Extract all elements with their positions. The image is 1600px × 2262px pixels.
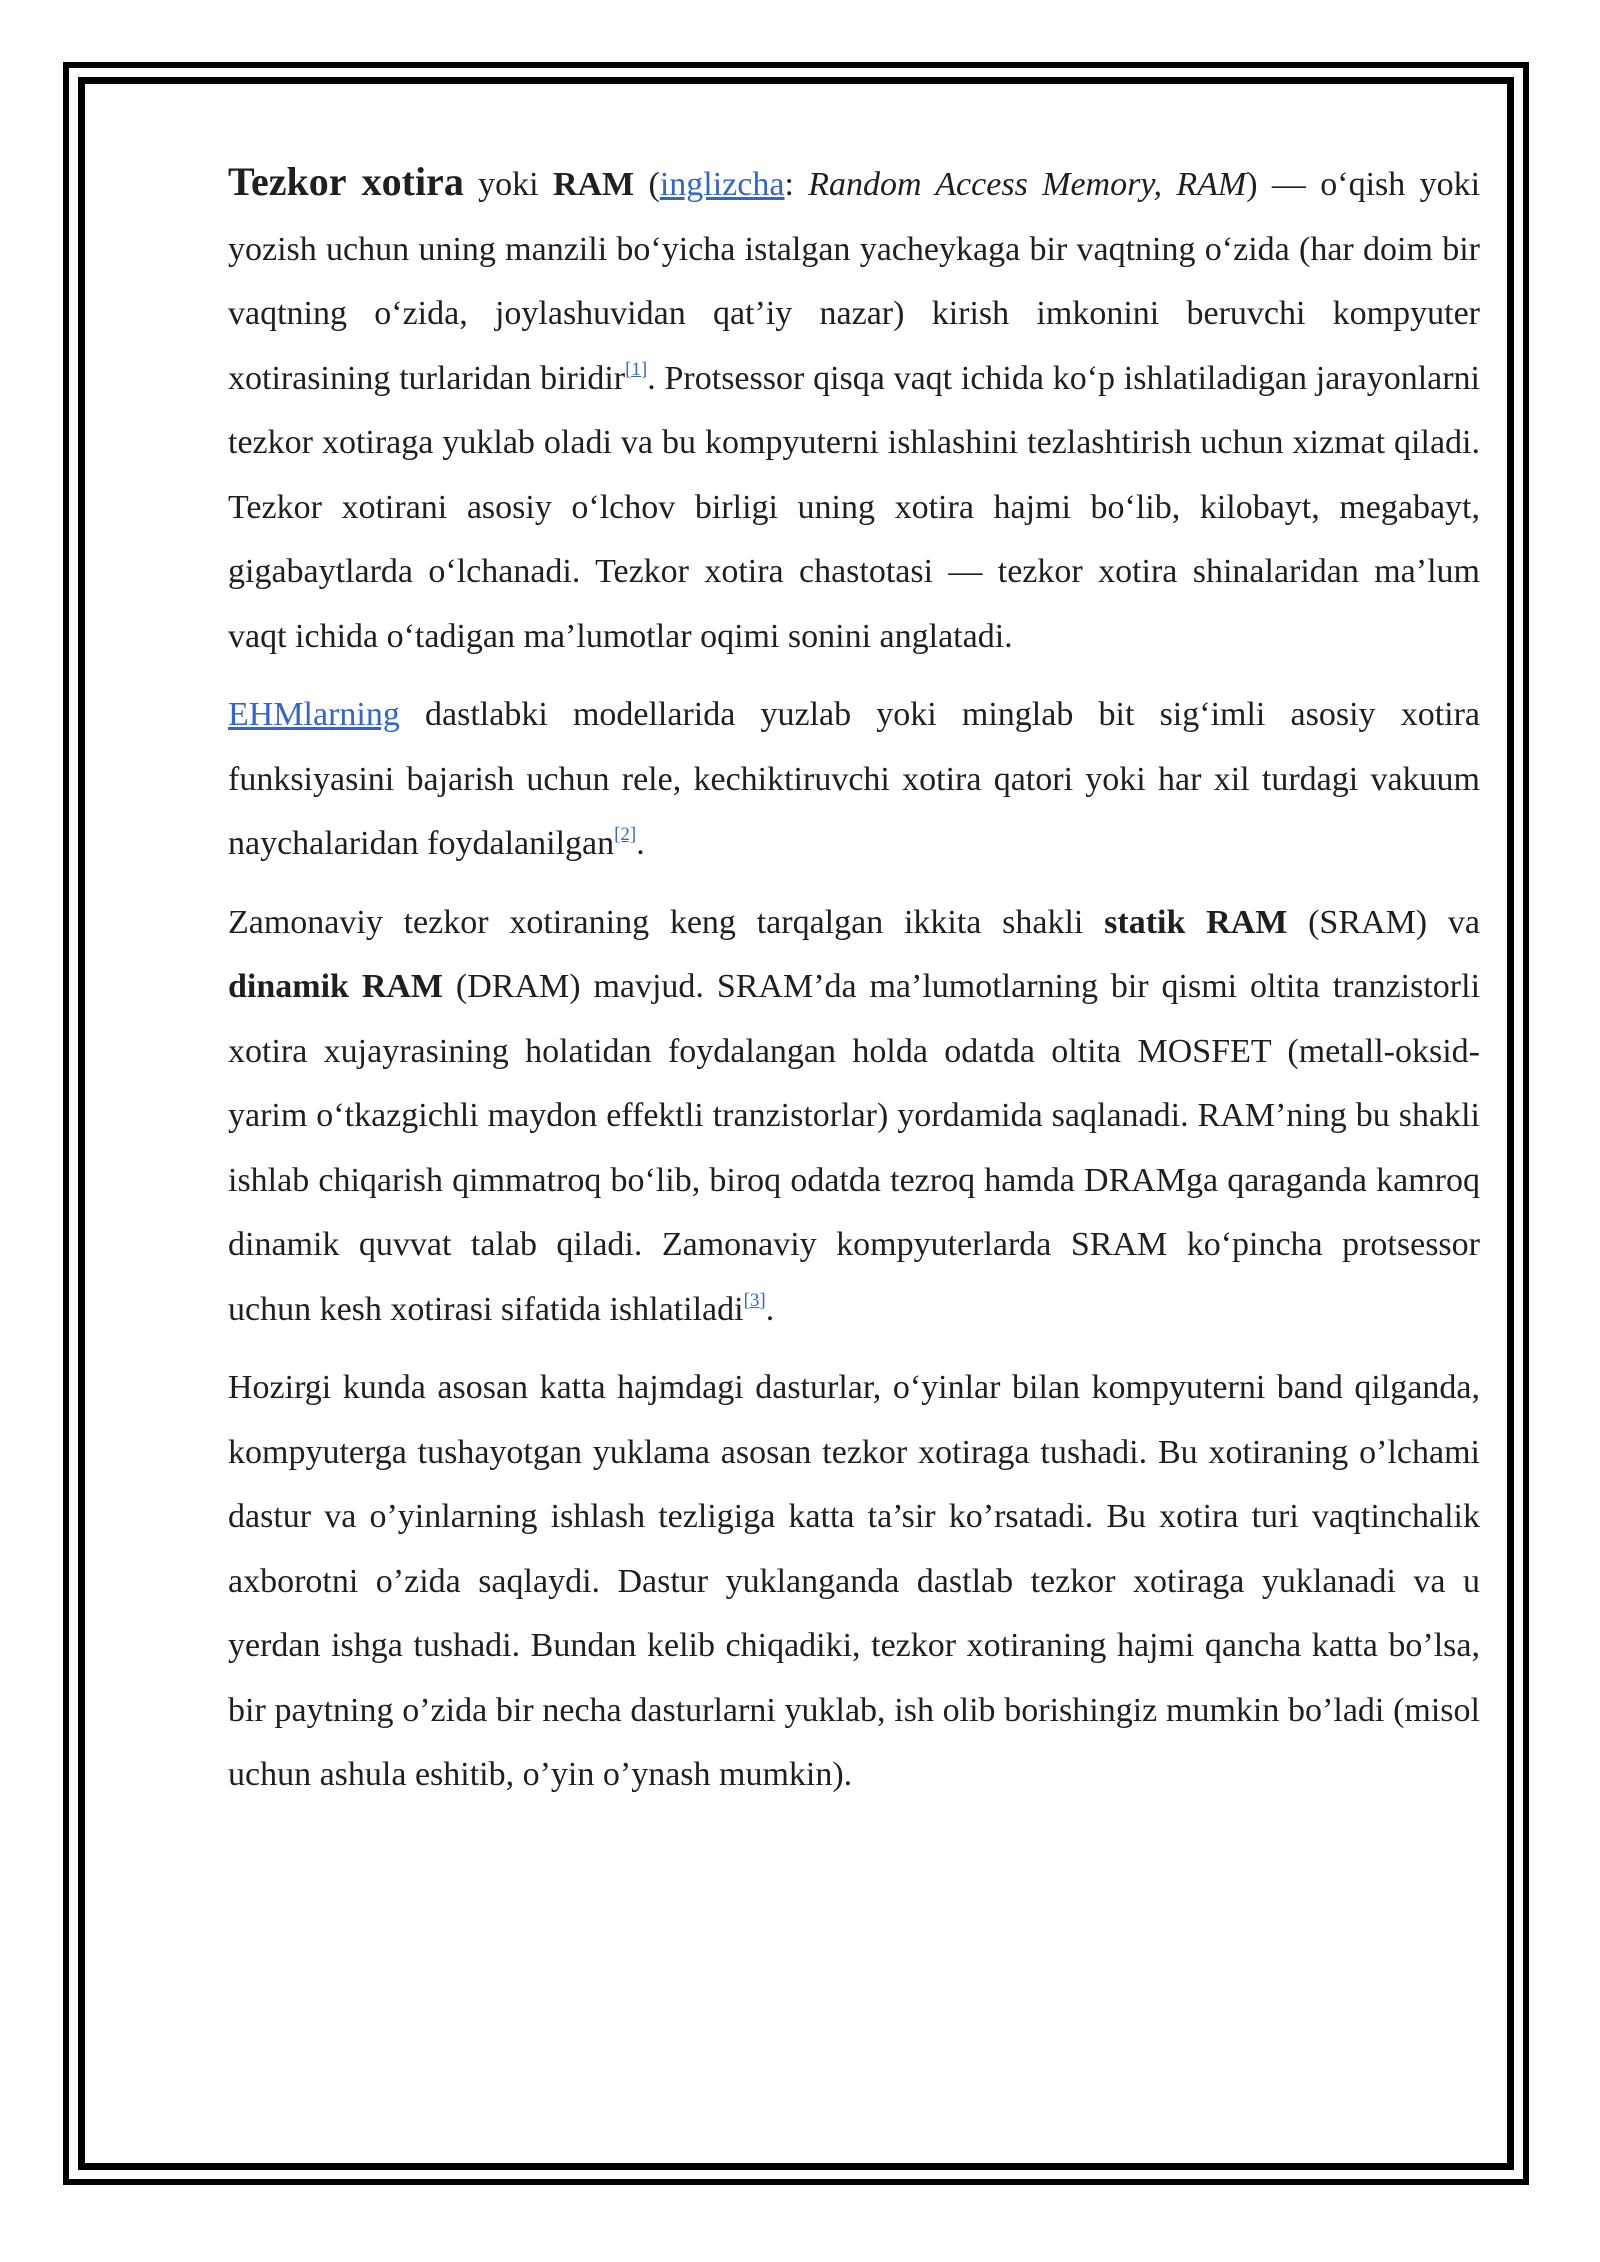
article-lead-term: Tezkor xotira (228, 159, 464, 204)
text-span: dastlabki modellarida yuzlab yoki minglab bit sig‘imli asosiy xotira funksiyasini bajarish uchun rele, kechiktiruvchi xotira qatori yoki har xil turdagi vakuum naychalaridan foydalanilgan (228, 696, 1480, 862)
paragraph-intro (228, 150, 1480, 669)
text-span: (SRAM) va (1287, 903, 1480, 941)
link-inglizcha[interactable]: inglizcha (659, 166, 785, 203)
sram-bold-term: statik RAM (1104, 903, 1288, 941)
ram-bold-term: RAM (552, 166, 635, 203)
text-span: ) — o‘qish yoki yozish uchun uning manzili bo‘yicha istalgan yacheykaga bir vaqtning o‘zida (har doim bir vaqtning o‘zida, joylashuvidan qat’iy nazar) kirish imkonini beruvchi kompyuter xotirasining turlaridan biridir (228, 166, 1481, 397)
text-span: . Protsessor qisqa vaqt ichida ko‘p ishlatiladigan jarayonlarni tezkor xotiraga yuklab oladi va bu kompyuterni ishlashini tezlashtirish uchun xizmat qiladi. Tezkor xotirani asosiy o‘lchov birligi uning xotira hajmi bo‘lib, kilobayt, megabayt, gigabaytlarda o‘lchanadi. Tezkor xotira chastotasi — tezkor xotira shinalaridan ma’lum vaqt ichida o‘tadigan ma’lumotlar oqimi sonini anglatadi. (228, 359, 1481, 655)
text-span: (DRAM) mavjud. SRAM’da ma’lumotlarning bir qismi oltita tranzistorli xotira xujayrasining holatidan foydalangan holda odatda oltita MOSFET (metall-oksid-yarim o‘tkazgichli maydon effektli tranzistorlar) yordamida saqlanadi. RAM’ning bu shakli ishlab chiqarish qimmatroq bo‘lib, biroq odatda tezroq hamda DRAMga qaraganda kamroq dinamik quvvat talab qiladi. Zamonaviy kompyuterlarda SRAM ko‘pincha protsessor uchun kesh xotirasi sifatida ishlatiladi (228, 968, 1481, 1328)
text-span: . (765, 1290, 775, 1328)
footnote-ref-1[interactable]: [1] (625, 358, 648, 380)
text-span: : (784, 166, 809, 203)
article-body (228, 150, 1480, 1822)
text-span: Zamonaviy tezkor xotiraning keng tarqalgan ikkita shakli (228, 903, 1105, 941)
italic-english-term: Random Access Memory, RAM (808, 166, 1247, 203)
paragraph-history (228, 683, 1480, 877)
paragraph-sram-dram (228, 891, 1480, 1343)
footnote-ref-2[interactable]: [2] (614, 824, 637, 845)
text-span: yoki (463, 166, 553, 203)
dram-bold-term: dinamik RAM (228, 968, 444, 1005)
text-span: ( (634, 166, 660, 203)
text-span: . (636, 825, 645, 862)
paragraph-usage: Hozirgi kunda asosan katta hajmdagi dasturlar, o‘yinlar bilan kompyuterni band qilganda, kompyuterga tushayotgan yuklama asosan tezkor xotiraga tushadi. Bu xotiraning o’lchami dastur va o’yinlarning ishlash tezligiga katta ta’sir ko’rsatadi. Bu xotira turi vaqtinchalik axborotni o’zida saqlaydi. Dastur yuklanganda dastlab tezkor xotiraga yuklanadi va u yerdan ishga tushadi. Bundan kelib chiqadiki, tezkor xotiraning hajmi qancha katta bo’lsa, bir paytning o’zida bir necha dasturlarni yuklab, ish olib borishingiz mumkin bo’ladi (misol uchun ashula eshitib, o’yin o’ynash mumkin). (228, 1369, 1480, 1793)
link-ehmlarning[interactable]: EHMlarning (228, 696, 400, 733)
footnote-ref-3[interactable]: [3] (743, 1289, 766, 1311)
